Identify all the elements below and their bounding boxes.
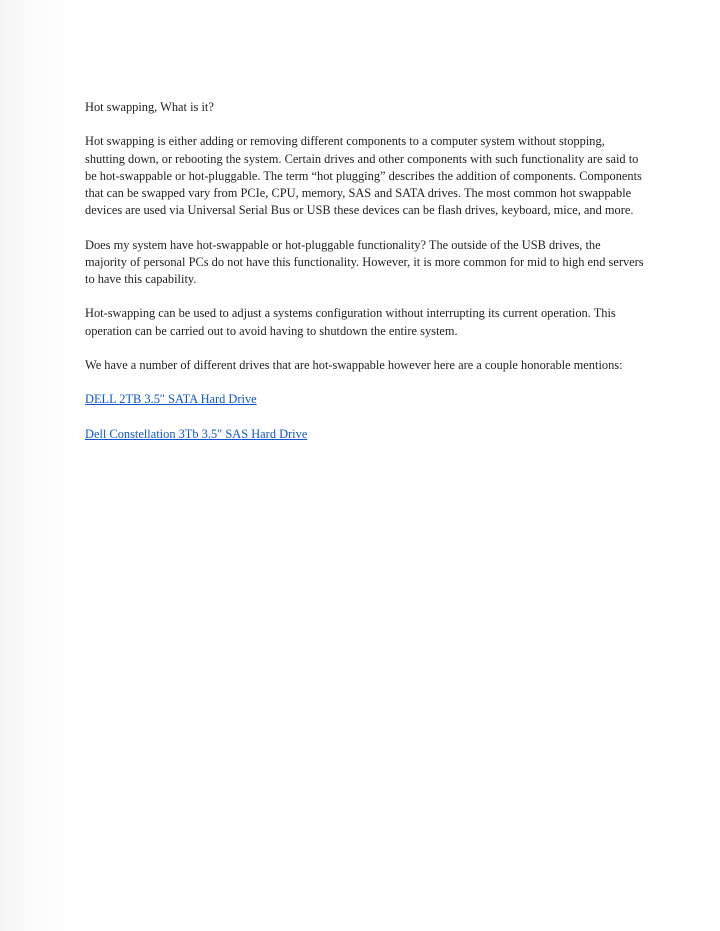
paragraph-mentions: We have a number of different drives that are hot-swappable however here are a couple honorable mentions: — [85, 357, 623, 372]
paragraph-usage: Hot-swapping can be used to adjust a systems configuration without interrupting its current operation. This operation can be carried out to avoid having to shutdown the entire system. — [85, 306, 616, 338]
paragraph-system-support: Does my system have hot-swappable or hot-pluggable functionality? The outside of the USB drives, the majority of personal PCs do not have this functionality. However, it is more common for mid to high end servers to have this capability. — [85, 237, 644, 286]
link-row-sata — [85, 391, 645, 408]
link-dell-constellation-sas[interactable]: Dell Constellation 3Tb 3.5″ SAS Hard Drive — [85, 426, 308, 441]
document-body — [85, 99, 645, 460]
link-dell-2tb-sata[interactable]: DELL 2TB 3.5″ SATA Hard Drive — [85, 392, 257, 407]
link-row-sas — [85, 426, 645, 443]
document-heading: Hot swapping, What is it? — [85, 100, 214, 114]
paragraph-definition: Hot swapping is either adding or removing different components to a computer system without stopping, shutting down, or rebooting the system. Certain drives and other components with such functionality are said to be hot-swappable or hot-pluggable. The term “hot plugging” describes the addition of components. Components that can be swapped vary from PCIe, CPU, memory, SAS and SATA drives. The most common hot swappable devices are used via Universal Serial Bus or USB these devices can be flash drives, keyboard, mice, and more. — [85, 134, 642, 218]
page-edge-shadow — [0, 0, 70, 931]
